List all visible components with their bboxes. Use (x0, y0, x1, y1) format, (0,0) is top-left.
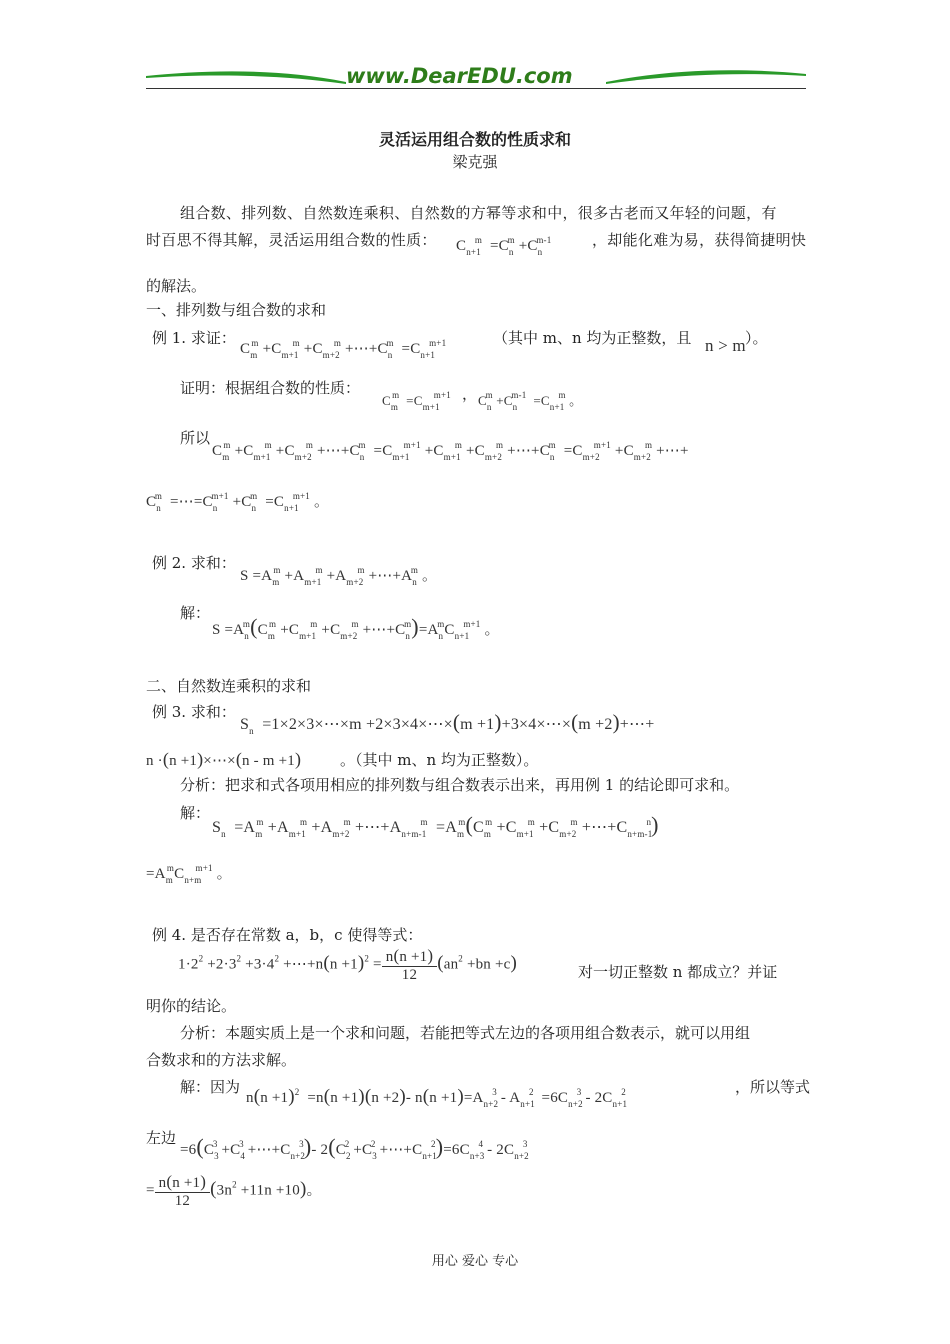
ex4-line-2: 明你的结论。 (146, 997, 237, 1015)
ex3-formula-a: $S_n$ =1×2×3×⋯×m +2×3×4×⋯×(m +1)+3×4×⋯×(m +2)+⋯+ (240, 710, 655, 736)
ex2-label: 例 2. 求和： (152, 554, 236, 572)
ex1-proof-formula-d: $C_n^m$ $=\cdots=C_n^{m+1} +C_n^m =C_{n+1}^{m+1}$ 。 (146, 491, 330, 513)
document-title: 灵活运用组合数的性质求和 (378, 130, 571, 149)
intro-formula: $C_{n+1}^m =C_n^m +C_n^{m-1}$ (456, 235, 552, 257)
ex4-analysis-2: 合数求和的方法求解。 (146, 1051, 297, 1069)
ex4-left-label: 左边 (146, 1129, 177, 1147)
ex1-proof-sep: ， (462, 385, 478, 403)
section-2-heading: 二、自然数连乘积的求和 (146, 677, 312, 695)
intro-line-2b: ，却能化难为易，获得简捷明快 (592, 231, 807, 249)
ex2-solution-label: 解： (180, 604, 211, 622)
ex3-solution-formula-b: $=A_m^mC_{n+m}^{m+1}$ 。 (146, 863, 232, 885)
site-logo-text[interactable]: www.DearEDU.com (346, 64, 573, 88)
ex3-condition: 。（其中 m、n 均为正整数）。 (340, 751, 539, 769)
ex3-analysis: 分析：把求和式各项用相应的排列数与组合数表示出来，再用例 1 的结论即可求和。 (180, 776, 740, 794)
ex1-condition-end: ）。 (745, 329, 768, 347)
ex1-proof-label: 证明：根据组合数的性质： (180, 379, 361, 397)
section-1-heading: 一、排列数与组合数的求和 (146, 301, 327, 319)
ex4-solution-tail: ，所以等式 (735, 1078, 811, 1096)
ex1-condition: （其中 m、n 均为正整数，且 (493, 329, 692, 347)
ex4-tail: 对一切正整数 n 都成立？并证 (578, 963, 778, 981)
ex1-so: 所以 (180, 429, 211, 447)
ex2-solution-formula: $S =A_n^m(C_m^m +C_{m+1}^m +C_{m+2}^m$ $+\cdots+C_n^m)=A_n^mC_{n+1}^{m+1}$ 。 (212, 614, 500, 641)
ex4-label: 例 4. 是否存在常数 a，b，c 使得等式： (152, 926, 423, 944)
ex3-label: 例 3. 求和： (152, 703, 236, 721)
ex4-solution-formula-c: = $\frac{n(n +1)}{12}$ $(3n^2 +11n +10)$。 (146, 1172, 322, 1209)
ex4-solution-label: 解：因为 (180, 1078, 241, 1096)
ex4-formula: $1\cdot 2^2 +2\cdot 3^2 +3\cdot 4^2$ +⋯+n(n +1)$^2$ = $\frac{n(n +1)}{12}$ $(an^2 +bn +c)$ (178, 946, 518, 983)
ex1-proof-formula-b: $C_n^m +C_n^{m-1} =C_{n+1}^m$ 。 (478, 390, 583, 412)
author: 梁克强 (452, 153, 498, 171)
ex1-label: 例 1. 求证： (152, 329, 236, 347)
ex1-formula: $C_m^m +C_{m+1}^m +C_{m+2}^m$ $+\cdots+C_n^m =C_{n+1}^{m+1}$ (240, 338, 447, 360)
ex1-condition-formula: n > m (705, 336, 746, 355)
ex3-formula-b: n ·(n +1)×⋯×(n - m +1) (146, 749, 302, 769)
footer-slogan: 用心 爱心 专心 (431, 1254, 519, 1269)
header-rule (146, 88, 806, 89)
ex1-proof-formula-c: $C_m^m +C_{m+1}^m +C_{m+2}^m$ $+\cdots+C_n^m =C_{m+1}^{m+1} +C_{m+1}^m +C_{m+2}^m$ $+\cdots+C_n^m =C_{m+2}^{m+1} +C_{m+2}^m$ +⋯+ (212, 440, 689, 462)
intro-line-1: 组合数、排列数、自然数连乘积、自然数的方幂等求和中，很多古老而又年轻的问题，有 (180, 204, 777, 222)
ex4-solution-formula-a: $n(n +1)^2 =n(n +1)(n +2)-$ $n(n +1)=A_{n+2}^3 - A_{n+1}^2 =6C_{n+2}^3 - 2C_{n+1}^2$ (246, 1086, 628, 1109)
ex4-solution-formula-b: $=6(C_3^3 +C_4^3$ $+\cdots+C_{n+2}^3)-$ $2(C_2^2 +C_3^2$ $+\cdots+C_{n+1}^2)=6C_{n+3}^4 - 2C_{n+2}^3$ (180, 1134, 529, 1161)
ex4-analysis-1: 分析：本题实质上是一个求和问题，若能把等式左边的各项用组合数表示，就可以用组 (180, 1024, 751, 1042)
intro-line-3: 的解法。 (146, 277, 207, 295)
ex3-solution-formula-a: $S_n =A_m^m +A_{m+1}^m +A_{m+2}^m$ $+\cdots+A_{n+m-1}^m =A_m^m(C_m^m +C_{m+1}^m +C_{m+2}^m$ $+\cdots+C_{n+m-1}^n$) (212, 812, 659, 839)
ex3-solution-label: 解： (180, 804, 211, 822)
intro-line-2a: 时百思不得其解，灵活运用组合数的性质： (146, 231, 437, 249)
ex1-proof-formula-a: $C_m^m =C_{m+1}^{m+1}$ (382, 390, 451, 412)
ex2-formula: $S =A_m^m +A_{m+1}^m +A_{m+2}^m$ $+\cdots+A_n^m$ 。 (240, 565, 438, 587)
